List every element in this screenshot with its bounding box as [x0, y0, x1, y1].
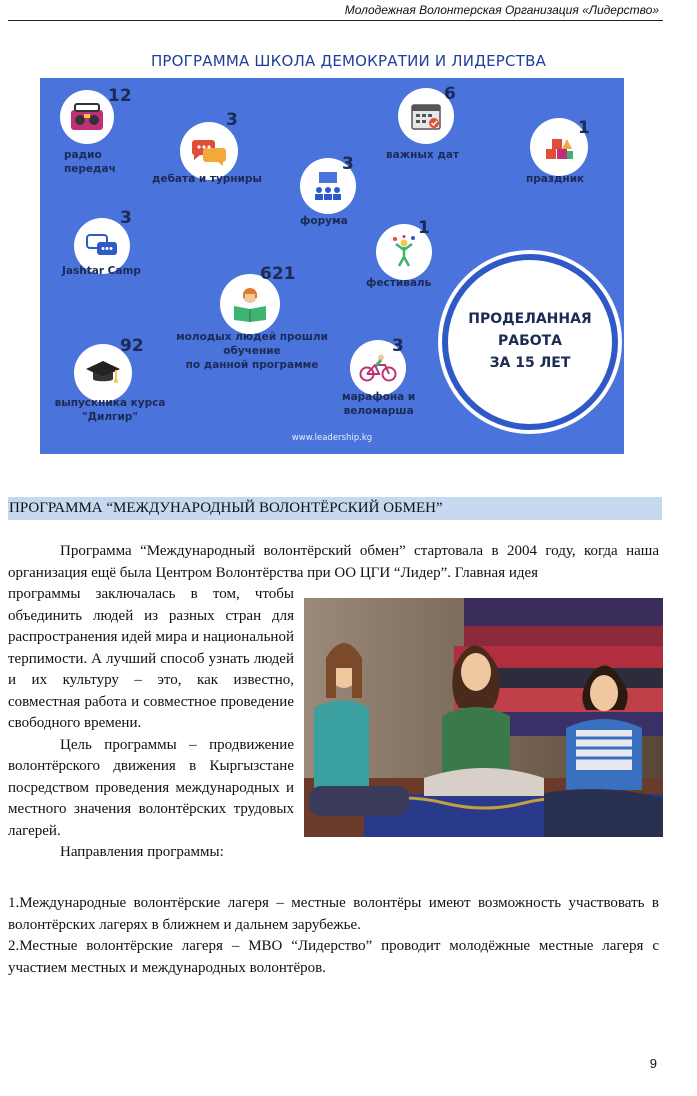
stat-number: 1	[578, 118, 590, 138]
summary-circle	[442, 254, 618, 430]
volunteers-photo	[304, 598, 663, 837]
stat-festival	[364, 218, 464, 298]
directions-list	[8, 893, 659, 979]
stat-number: 92	[120, 336, 144, 356]
paragraph-idea: программы заключалась в том, чтобы объединить людей из разных стран для распространения идей мира и национальной терпимости. А лучший способ узнать людей и их культуру – это, как известно, совместная работа и совместное проведение свободного времени.	[8, 586, 294, 731]
stat-label: выпускника курса "Дилгир"	[54, 397, 166, 424]
stat-label: праздник	[526, 173, 585, 185]
header-rule	[8, 20, 663, 21]
stat-label: дебата и турниры	[152, 173, 262, 185]
stat-label: важных дат	[386, 149, 460, 161]
stat-debates	[152, 110, 312, 190]
stat-label: радио передач	[64, 149, 116, 176]
stat-jashtar-camp	[60, 208, 160, 288]
stat-graduates	[44, 330, 184, 430]
stat-label: марафона и веломарша	[342, 391, 416, 418]
list-item: 2.Местные волонтёрские лагеря – МВО “Лидерство” проводит молодёжные местные лагеря с участием местных и международных волонтёров.	[8, 938, 659, 976]
stat-number: 3	[120, 208, 132, 228]
website-caption: www.leadership.kg	[291, 433, 373, 443]
page-number: 9	[649, 1056, 657, 1071]
paragraph-directions: Направления программы:	[60, 844, 224, 860]
stat-holiday	[520, 114, 610, 194]
stat-label: фестиваль	[366, 277, 432, 289]
text-column	[8, 584, 294, 864]
intro-paragraph: Программа “Международный волонтёрский обмен” стартовала в 2004 году, когда наша организация ещё была Центром Волонтёрства при ОО ЦГИ “Лидер”. Главная идея	[8, 543, 659, 581]
infographic-title: ПРОГРАММА ШКОЛА ДЕМОКРАТИИ И ЛИДЕРСТВА	[150, 52, 547, 70]
stat-number: 621	[260, 264, 296, 284]
stat-number: 1	[418, 218, 430, 238]
running-header: Молодежная Волонтерская Организация «Лидерство»	[344, 3, 659, 17]
stat-dates	[386, 84, 486, 164]
stat-number: 12	[108, 86, 132, 106]
stat-label: форума	[300, 215, 348, 227]
stat-trained-youth	[166, 264, 338, 374]
summary-text: ПРОДЕЛАННАЯ РАБОТА ЗА 15 ЛЕТ	[468, 311, 592, 371]
list-item: 1.Международные волонтёрские лагеря – местные волонтёры имеют возможность участвовать в волонтёрских лагерях в ближнем и дальнем зарубежье.	[8, 895, 659, 933]
section-heading: ПРОГРАММА “МЕЖДУНАРОДНЫЙ ВОЛОНТЁРСКИЙ ОБМЕН”	[8, 497, 662, 520]
stat-number: 3	[392, 336, 404, 356]
stat-label: Jashtar Camp	[62, 265, 141, 277]
stat-number: 3	[342, 154, 354, 174]
stat-marathons	[340, 336, 440, 432]
radio-icon	[60, 90, 114, 144]
stat-label: молодых людей прошли обучение по данной программе	[176, 331, 328, 372]
stat-number: 6	[444, 84, 456, 104]
stat-number: 3	[226, 110, 238, 130]
infographic	[40, 78, 624, 454]
paragraph-goal: Цель программы – продвижение волонтёрского движения в Кыргызстане посредством проведения международных и местного значения волонтёрских трудовых лагерей.	[8, 736, 294, 839]
